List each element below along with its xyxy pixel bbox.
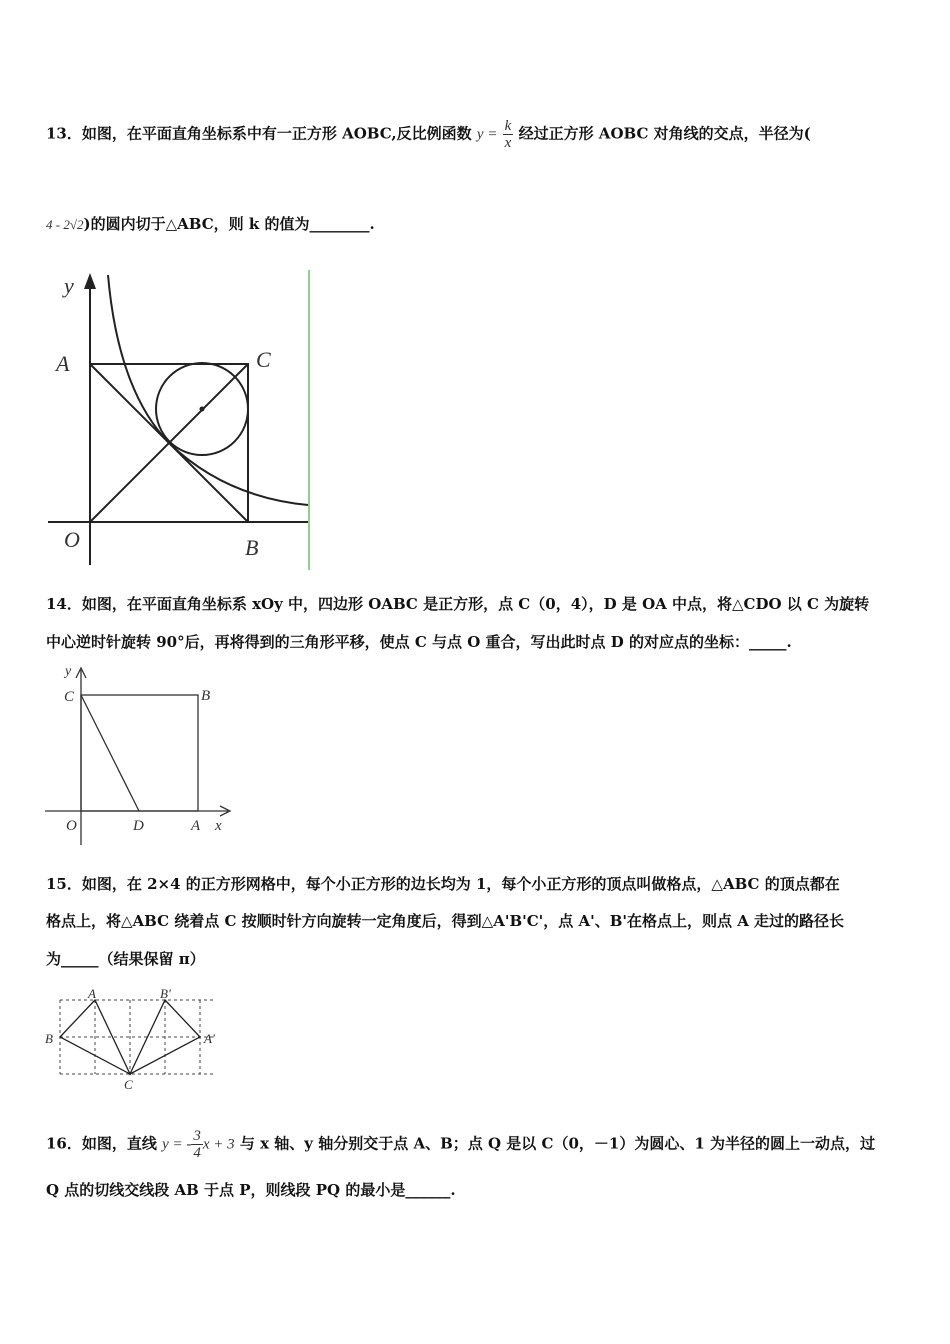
q16-func-fraction <box>191 1128 203 1161</box>
q13-hyperbola <box>108 275 308 505</box>
q14-label-a: A <box>191 818 201 834</box>
q14-label-d: D <box>133 818 144 834</box>
q16-func-rest: x + 3 <box>202 1136 235 1153</box>
q13-prefix: 13．如图，在平面直角坐标系中有一正方形 AOBC,反比例函数 <box>46 124 472 143</box>
q14-figure <box>40 660 240 855</box>
q13-func-num: k <box>504 118 512 134</box>
q13-line2 <box>46 214 375 235</box>
q15-line3: 为_____（结果保留 π） <box>46 950 205 968</box>
q15-figure <box>40 985 230 1095</box>
q13-label-b: B <box>245 535 259 560</box>
q15-label-b: B <box>45 1031 53 1046</box>
q15-label-b1: B' <box>160 986 171 1001</box>
q14-label-o: O <box>66 818 77 834</box>
q14-label-b: B <box>201 688 211 704</box>
q14-square <box>81 695 198 811</box>
q13-label-y: y <box>64 273 74 298</box>
q13-func-den: x <box>504 135 512 151</box>
q13-line2-text: )的圆内切于△ABC，则 k 的值为________. <box>83 215 375 233</box>
q13-radius-expr: 4 - 2√2 <box>46 217 84 232</box>
q14-label-x: x <box>215 818 222 834</box>
q16-suffix: 与 x 轴、y 轴分别交于点 A、B；点 Q 是以 C（0，－1）为圆心、1 为半径的圆上一动点，过 <box>239 1134 875 1153</box>
q15-grid <box>60 1000 215 1074</box>
q16-func-num: 3 <box>193 1128 201 1144</box>
q13-y-arrow <box>84 273 96 289</box>
q15-label-a: A <box>88 986 96 1001</box>
q16-line1 <box>46 1128 875 1161</box>
q13-label-a: A <box>56 351 70 376</box>
q13-func-fraction <box>503 118 514 151</box>
q15-line1: 15．如图，在 2×4 的正方形网格中，每个小正方形的边长均为 1，每个小正方形的顶点叫做格点，△ABC 的顶点都在 <box>46 875 840 893</box>
q16-func-lhs: y = - <box>162 1136 192 1153</box>
q13-label-o: O <box>64 527 80 552</box>
q13-func-lhs: y = <box>476 126 498 143</box>
q13-circle-center <box>200 407 205 412</box>
q14-line2: 中心逆时针旋转 90°后，再将得到的三角形平移，使点 C 与点 O 重合，写出此时点 D 的对应点的坐标：_____. <box>46 633 792 651</box>
q14-line1: 14．如图，在平面直角坐标系 xOy 中，四边形 OABC 是正方形，点 C（0，4），D 是 OA 中点，将△CDO 以 C 为旋转 <box>46 595 870 613</box>
q16-func-den: 4 <box>193 1145 201 1161</box>
q16-line2: Q 点的切线交线段 AB 于点 P，则线段 PQ 的最小是______. <box>46 1181 456 1199</box>
q15-label-c: C <box>124 1077 133 1092</box>
q13-label-c: C <box>256 347 271 372</box>
q15-label-a1: A' <box>204 1031 215 1046</box>
q16-prefix: 16．如图，直线 <box>46 1134 157 1153</box>
q14-segment-cd <box>81 695 139 811</box>
q14-label-c: C <box>64 689 75 705</box>
q13-line1 <box>46 118 811 151</box>
q13-figure <box>40 265 320 575</box>
q14-label-y: y <box>65 664 72 679</box>
q15-line2: 格点上，将△ABC 绕着点 C 按顺时针方向旋转一定角度后，得到△A'B'C'，点 A'、B'在格点上，则点 A 走过的路径长 <box>46 912 845 930</box>
q13-suffix: 经过正方形 AOBC 对角线的交点，半径为( <box>518 124 811 143</box>
